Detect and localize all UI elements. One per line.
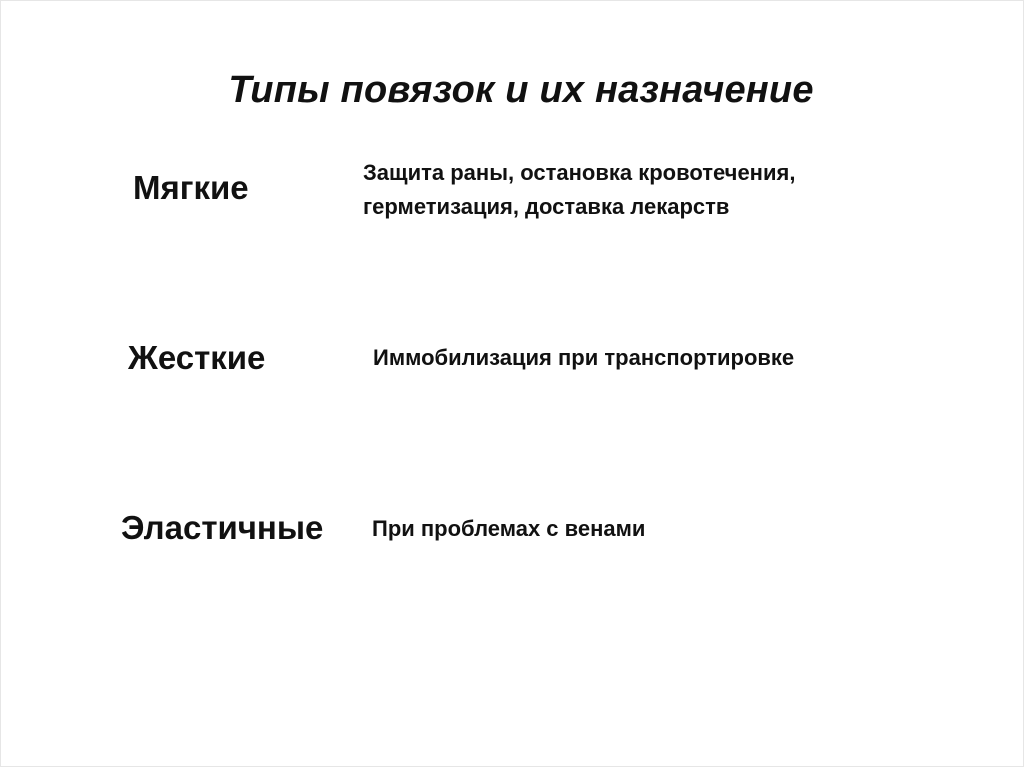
bandage-purpose-rigid [373, 341, 794, 375]
bandage-type-elastic: Эластичные [121, 509, 324, 546]
description-line: Иммобилизация при транспортировке [373, 345, 795, 370]
bandage-type-soft: Мягкие [133, 169, 249, 206]
bandage-purpose-soft [363, 156, 795, 224]
description-line: При проблемах с венами [372, 516, 646, 541]
description-line: Защита раны, остановка кровотечения, [363, 160, 796, 185]
bandage-purpose-elastic [372, 512, 645, 546]
description-line: герметизация, доставка лекарств [363, 194, 730, 219]
bandage-type-rigid: Жесткие [128, 339, 266, 376]
slide-title: Типы повязок и их назначение [228, 69, 814, 111]
